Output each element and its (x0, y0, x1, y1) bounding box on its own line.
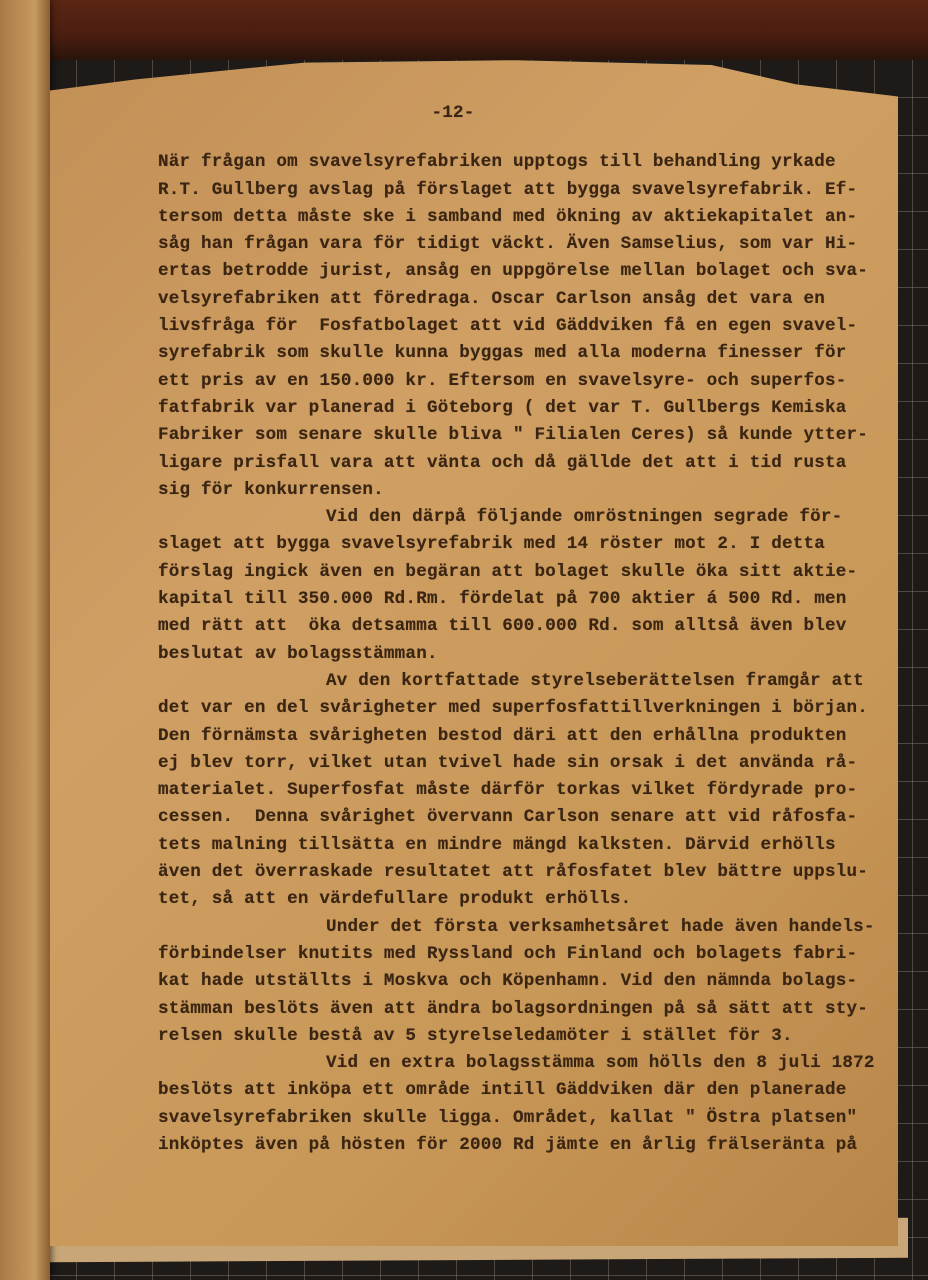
text-line: slaget att bygga svavelsyrefabrik med 14 röster mot 2. I detta (158, 534, 825, 555)
paragraph-1 (158, 149, 888, 504)
text-line: svavelsyrefabriken skulle ligga. Området, kallat " Östra platsen" (158, 1107, 858, 1128)
text-line: cessen. Denna svårighet övervann Carlson senare att vid råfosfa- (158, 807, 858, 828)
text-line: Under det första verksamhetsåret hade även handels- (326, 916, 875, 937)
text-line: livsfråga för Fosfatbolaget att vid Gäddviken få en egen svavel- (158, 316, 858, 337)
text-line: fatfabrik var planerad i Göteborg ( det var T. Gullbergs Kemiska (158, 397, 847, 418)
text-line: förbindelser knutits med Ryssland och Finland och bolagets fabri- (158, 943, 858, 964)
text-line: sig för konkurrensen. (158, 479, 384, 500)
text-line: velsyrefabriken att föredraga. Oscar Carlson ansåg det vara en (158, 288, 825, 309)
text-line: tet, så att en värdefullare produkt erhölls. (158, 889, 632, 910)
text-line: relsen skulle bestå av 5 styrelseledamöter i stället för 3. (158, 1025, 793, 1046)
text-line: förslag ingick även en begäran att bolaget skulle öka sitt aktie- (158, 561, 858, 582)
text-line: När frågan om svavelsyrefabriken upptogs till behandling yrkade (158, 152, 836, 173)
text-line: det var en del svårigheter med superfosfattillverkningen i början. (158, 698, 869, 719)
document-text (158, 100, 888, 1159)
background-surface (0, 0, 928, 60)
text-line: Vid den därpå följande omröstningen segrade för- (326, 507, 843, 528)
text-line: R.T. Gullberg avslag på förslaget att bygga svavelsyrefabrik. Ef- (158, 179, 858, 200)
text-line: kapital till 350.000 Rd.Rm. fördelat på 700 aktier á 500 Rd. men (158, 589, 847, 610)
text-line: med rätt att öka detsamma till 600.000 Rd. som alltså även blev (158, 616, 847, 637)
text-line: ligare prisfall vara att vänta och då gällde det att i tid rusta (158, 452, 847, 473)
paragraph-3 (158, 668, 888, 914)
text-line: beslutat av bolagsstämman. (158, 643, 438, 664)
text-line: inköptes även på hösten för 2000 Rd jämte en årlig frälseränta på (158, 1134, 858, 1155)
text-line: ett pris av en 150.000 kr. Eftersom en svavelsyre- och superfos- (158, 370, 847, 391)
left-facing-page-edge (0, 0, 50, 1280)
text-line: tersom detta måste ske i samband med ökning av aktiekapitalet an- (158, 206, 858, 227)
text-line: Den förnämsta svårigheten bestod däri att den erhållna produkten (158, 725, 847, 746)
text-line: beslöts att inköpa ett område intill Gäddviken där den planerade (158, 1080, 847, 1101)
text-line: kat hade utställts i Moskva och Köpenhamn. Vid den nämnda bolags- (158, 971, 858, 992)
text-line: stämman beslöts även att ändra bolagsordningen på så sätt att sty- (158, 998, 869, 1019)
text-line: även det överraskade resultatet att råfosfatet blev bättre uppslu- (158, 862, 869, 883)
text-line: såg han frågan vara för tidigt väckt. Även Samselius, som var Hi- (158, 234, 858, 255)
text-line: materialet. Superfosfat måste därför torkas vilket fördyrade pro- (158, 780, 858, 801)
paragraph-4 (158, 914, 888, 1050)
paragraph-2 (158, 504, 888, 668)
text-line: ej blev torr, vilket utan tvivel hade sin orsak i det använda rå- (158, 752, 858, 773)
text-line: tets malning tillsätta en mindre mängd kalksten. Därvid erhölls (158, 834, 836, 855)
text-line: syrefabrik som skulle kunna byggas med alla moderna finesser för (158, 343, 847, 364)
text-line: Av den kortfattade styrelseberättelsen framgår att (326, 670, 864, 691)
text-line: Vid en extra bolagsstämma som hölls den 8 juli 1872 (326, 1053, 875, 1074)
text-line: ertas betrodde jurist, ansåg en uppgörelse mellan bolaget och sva- (158, 261, 869, 282)
paragraph-5 (158, 1050, 888, 1159)
page-number: -12- (431, 103, 475, 123)
text-line: Fabriker som senare skulle bliva " Filialen Ceres) så kunde ytter- (158, 425, 869, 446)
